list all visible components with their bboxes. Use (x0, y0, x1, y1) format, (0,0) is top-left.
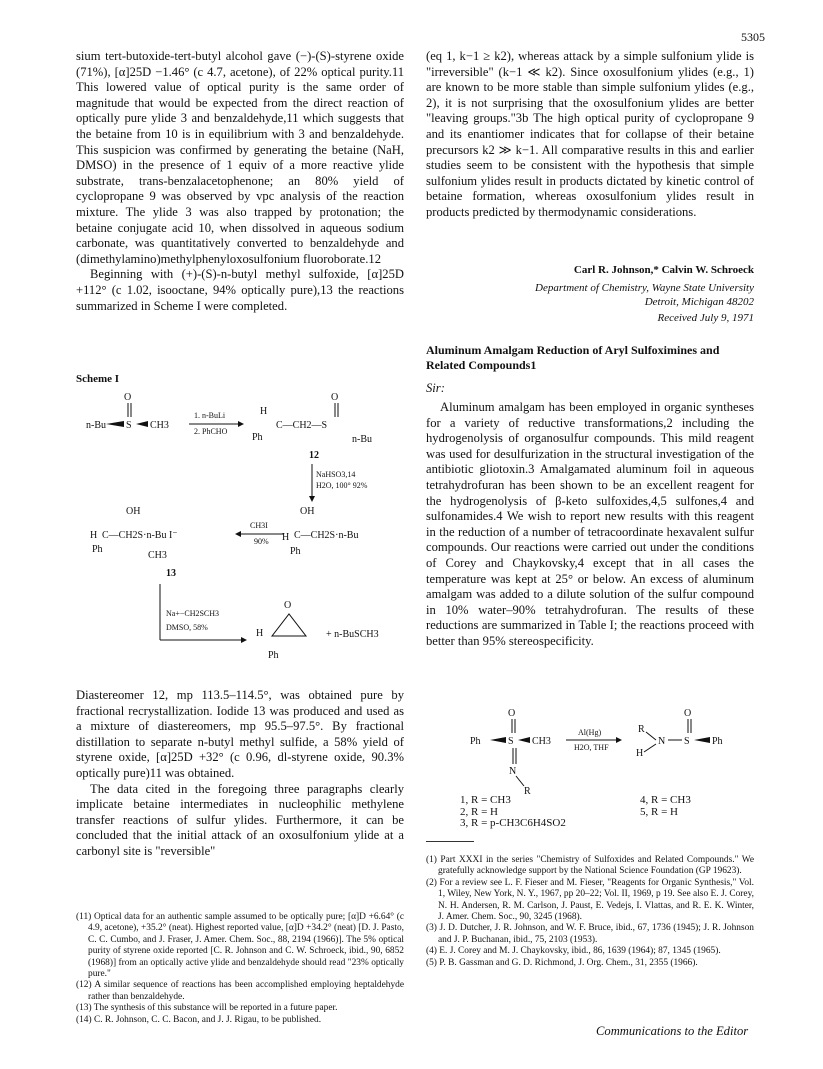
footnote-1: (1) Part XXXI in the series "Chemistry of Sulfoxides and Related Compounds." We gratefully acknowledge support by the National Science Foundation (GP 19623). (426, 855, 754, 877)
compound-legend-right (640, 795, 691, 818)
right-column (426, 49, 754, 221)
scheme-i-figure (76, 378, 416, 678)
svg-text:DMSO, 58%: DMSO, 58% (166, 623, 208, 632)
right-body (426, 400, 754, 650)
right-paragraph-2: Aluminum amalgam has been employed in organic syntheses for a variety of reductive transformations,2 including the hydrogenolysis of organosulfur compounds. This mild reagent was used for desulfurization in the structural investigation of the antibiotic gliotoxin.3 Amalgamated aluminum foil in aqueous tetrahydrofuran has been shown to be an excellent reagent for the hydrogenolysis of β-keto sulfoxides,4,5 sulfones,4 and sulfonamides.4 We wish to report new results with this reagent in the reduction of a number of tetracoordinate hexavalent sulfur compounds. Our reactions were carried out under the conditions of Corey and Chaykovsky,4 except that in all cases the temperature was kept at 25° or below. An excess of aluminum amalgam was added to a dilute solution of the sulfur compound in 10% water–90% tetrahydrofuran. The results of these reductions are summarized in Table I; the reactions proceed with better than 95% stereospecificity. (426, 400, 754, 648)
legend-1: 1, R = CH3 (460, 794, 511, 806)
footnote-12: (12) A similar sequence of reactions has been accomplished employing heptaldehyde rather than benzaldehyde. (76, 980, 404, 1002)
svg-text:Ph: Ph (252, 432, 263, 443)
svg-text:+ n-BuSCH3: + n-BuSCH3 (326, 629, 379, 640)
svg-text:H: H (636, 748, 644, 759)
left-paragraph-3: Diastereomer 12, mp 113.5–114.5°, was obtained pure by fractional recrystallization. Iodide 13 was produced and used as a mixture of diastereomers, mp 95.5–97.5°. By fractional distillation to separate n-butyl methyl sulfide, a 58% yield of styrene oxide, [α]25D +32° (c 0.96, dl-styrene oxide, 90.3% optically pure)11 was obtained. (76, 688, 404, 780)
svg-text:Ph: Ph (712, 736, 723, 747)
svg-text:H: H (260, 406, 268, 417)
scheme-title: Scheme I (76, 373, 120, 385)
svg-text:O: O (124, 392, 132, 403)
received-date: Received July 9, 1971 (657, 312, 754, 324)
svg-text:90%: 90% (254, 537, 269, 546)
left-footnotes (76, 912, 404, 1026)
right-paragraph-1: (eq 1, k−1 ≥ k2), whereas attack by a simple sulfonium ylide is "irreversible" (k−1 ≪ k2). Since oxosulfonium ylides (e.g., 1) are known to be more stable than simple sulfonium ylides (e.g., 2), it is not surprising that the oxosulfonium ylides are better "leaving groups."3b The high optical purity of cyclopropane 9 and its enantiomer indicates that for collapse of their betaine precursors k2 ≫ k−1. All comparative results in this and earlier studies seem to be consistent with the hypothesis that simple sulfonium ylides result in products dictated by kinetic control of betaine formation, whereas oxosulfonium ylides result in products predicted by thermodynamic considerations. (426, 49, 754, 219)
svg-text:O: O (331, 392, 339, 403)
svg-text:O: O (508, 708, 516, 719)
page-number: 5305 (741, 30, 765, 44)
compound-legend-left (460, 795, 566, 830)
scheme-nbu: n-Bu (86, 420, 106, 431)
svg-text:O: O (684, 708, 692, 719)
svg-text:13: 13 (166, 568, 176, 579)
sulfoximine-reduction-figure (470, 708, 770, 798)
svg-text:C—CH2S·n-Bu I⁻: C—CH2S·n-Bu I⁻ (102, 530, 178, 541)
svg-text:OH: OH (126, 506, 141, 517)
footnote-2: (2) For a review see L. F. Fieser and M. Fieser, "Reagents for Organic Synthesis," Vol. 1, Wiley, New York, N. Y., 1967, pp 20–22; Vol. II, 1969, p 19. See also E. J. Corey, N. H. Andersen, R. M. Carlson, J. Paust, E. Vedejs, I. Vlattas, and R. E. K. Winter, J. Amer. Chem. Soc., 90, 3245 (1968). (426, 877, 754, 923)
svg-text:H2O, 100° 92%: H2O, 100° 92% (316, 481, 368, 490)
page-footer: Communications to the Editor (596, 1024, 749, 1038)
legend-5: 5, R = H (640, 805, 678, 818)
epoxide-ring (272, 614, 306, 636)
svg-text:C—CH2S·n-Bu: C—CH2S·n-Bu (294, 530, 359, 541)
svg-text:S: S (508, 736, 514, 747)
article-title: Aluminum Amalgam Reduction of Aryl Sulfoximines and Related Compounds1 (426, 343, 720, 372)
svg-text:Ph: Ph (290, 546, 301, 557)
svg-text:OH: OH (300, 506, 315, 517)
legend-4: 4, R = CH3 (640, 794, 691, 806)
left-paragraph-2: Beginning with (+)-(S)-n-butyl methyl sulfoxide, [α]25D +112° (c 1.02, isooctane, 94% optically pure),13 the reactions summarized in Scheme I were completed. (76, 267, 404, 313)
svg-text:R: R (524, 786, 531, 797)
svg-text:12: 12 (309, 450, 319, 461)
svg-text:S: S (684, 736, 690, 747)
svg-text:2. PhCHO: 2. PhCHO (194, 427, 228, 436)
svg-text:Ph: Ph (470, 736, 481, 747)
svg-text:CH3I: CH3I (250, 521, 268, 530)
svg-text:CH3: CH3 (148, 550, 167, 561)
left-paragraph-1: sium tert-butoxide-tert-butyl alcohol gave (−)-(S)-styrene oxide (71%), [α]25D −1.46° (c 4.7, acetone), of 22% optical purity.11 This lowered value of optical purity is the same order of magnitude that would be expected from the direct reaction of optically pure ylide 3 and benzaldehyde,11 which suggests that the betaine from 10 is in equilibrium with 3 and benzaldehyde. This suspicion was confirmed by generating the betaine (NaH, DMSO) in the presence of 1 equiv of a more reactive ylide substrate, trans-benzalacetophenone; an 80% yield of cyclopropane 9 was observed by vpc analysis of the reaction mixture. The ylide 3 was also trapped by protonation; the betaine conjugate acid 10, when dissolved in aqueous sodium carbonate, was quantitatively converted to benzaldehyde and (dimethylamino)methylphenyloxosulfonium fluoroborate.12 (76, 49, 404, 266)
affiliation-2: Detroit, Michigan 48202 (644, 296, 754, 308)
svg-text:N: N (509, 766, 517, 777)
svg-text:C—CH2—S: C—CH2—S (276, 420, 328, 431)
svg-text:H: H (90, 530, 98, 541)
svg-text:Al(Hg): Al(Hg) (578, 728, 602, 737)
svg-text:NaHSO3,14: NaHSO3,14 (316, 470, 356, 479)
footnote-13: (13) The synthesis of this substance will be reported in a future paper. (76, 1003, 338, 1014)
svg-text:CH3: CH3 (150, 420, 169, 431)
footnote-4: (4) E. J. Corey and M. J. Chaykovsky, ibid., 86, 1639 (1964); 87, 1345 (1965). (426, 946, 721, 957)
svg-text:H2O, THF: H2O, THF (574, 743, 609, 752)
svg-text:N: N (658, 736, 666, 747)
right-footnotes (426, 855, 754, 969)
svg-text:Na+−CH2SCH3: Na+−CH2SCH3 (166, 609, 220, 618)
footnote-rule (426, 841, 474, 842)
left-paragraph-4: The data cited in the foregoing three paragraphs clearly implicate betaine intermediates in nucleophilic methylene transfer reactions of sulfur ylides. Furthermore, it can be concluded that the initial attack of an oxosulfonium ylide at a carbonyl site is "reversible" (76, 781, 404, 858)
svg-text:Ph: Ph (268, 650, 279, 661)
authors: Carl R. Johnson,* Calvin W. Schroeck (573, 264, 754, 276)
salutation: Sir: (426, 381, 445, 395)
svg-text:S: S (126, 420, 132, 431)
footnote-11: (11) Optical data for an authentic sample assumed to be optically pure; [α]D +6.64° (c 4.9, acetone), +35.2° (neat). Highest reported value, [α]D +34.2° (neat) [D. J. Pasto, C. C. Cumbo, and J. Fraser, J. Amer. Chem. Soc., 88, 2194 (1966)]. The 5% optical purity of styrene oxide reported [C. R. Johnson and C. W. Schroeck, ibid., 90, 6852 (1968)] from an optically active ylide and benzaldehyde should read "23% optically pure." (76, 912, 404, 980)
svg-text:CH3: CH3 (532, 736, 551, 747)
left-column (76, 49, 404, 314)
svg-text:Ph: Ph (92, 544, 103, 555)
left-column-lower (76, 688, 404, 860)
wedge-bond (106, 421, 124, 427)
svg-text:1. n-BuLi: 1. n-BuLi (194, 411, 226, 420)
svg-text:H: H (282, 532, 290, 543)
legend-2: 2, R = H (460, 805, 498, 818)
footnote-3: (3) J. D. Dutcher, J. R. Johnson, and W. F. Bruce, ibid., 67, 1736 (1945); J. R. Johnson and J. P. Buchanan, ibid., 75, 2103 (1953). (426, 923, 754, 945)
legend-3: 3, R = p-CH3C6H4SO2 (460, 817, 566, 829)
footnote-14: (14) C. R. Johnson, C. C. Bacon, and J. J. Rigau, to be published. (76, 1014, 322, 1025)
svg-text:O: O (284, 600, 292, 611)
svg-text:n-Bu: n-Bu (352, 434, 372, 445)
svg-text:H: H (256, 628, 264, 639)
svg-text:R: R (638, 724, 645, 735)
footnote-5: (5) P. B. Gassman and G. D. Richmond, J. Org. Chem., 31, 2355 (1966). (426, 957, 698, 968)
affiliation-1: Department of Chemistry, Wayne State University (535, 282, 754, 294)
